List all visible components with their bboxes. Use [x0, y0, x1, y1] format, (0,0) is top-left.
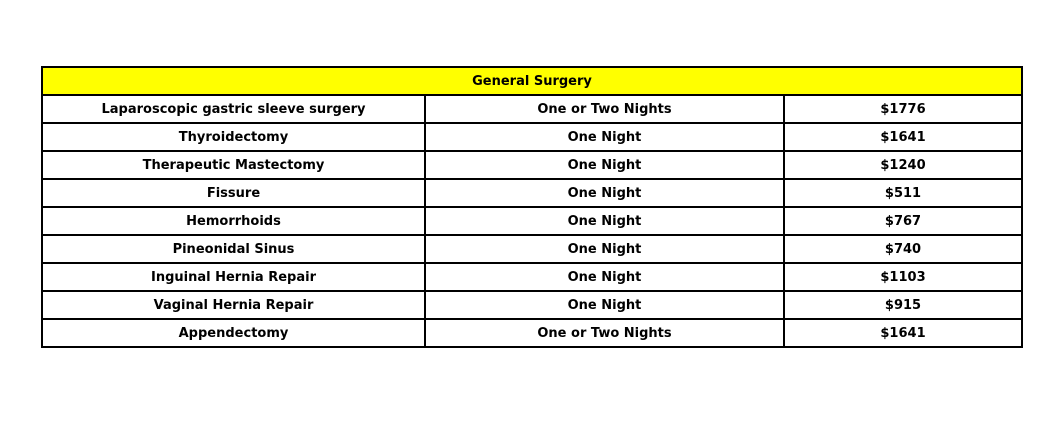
price-cell: $915: [784, 291, 1022, 319]
stay-duration-cell: One Night: [425, 123, 784, 151]
table-body: [42, 95, 1022, 347]
procedure-cell: Therapeutic Mastectomy: [42, 151, 425, 179]
table-row: [42, 235, 1022, 263]
stay-duration-cell: One or Two Nights: [425, 319, 784, 347]
stay-duration-cell: One Night: [425, 207, 784, 235]
price-cell: $767: [784, 207, 1022, 235]
procedure-cell: Inguinal Hernia Repair: [42, 263, 425, 291]
procedure-cell: Hemorrhoids: [42, 207, 425, 235]
stay-duration-cell: One Night: [425, 263, 784, 291]
surgery-price-table-container: [41, 66, 1021, 348]
procedure-cell: Laparoscopic gastric sleeve surgery: [42, 95, 425, 123]
price-cell: $1641: [784, 319, 1022, 347]
procedure-cell: Thyroidectomy: [42, 123, 425, 151]
price-cell: $511: [784, 179, 1022, 207]
stay-duration-cell: One Night: [425, 179, 784, 207]
stay-duration-cell: One or Two Nights: [425, 95, 784, 123]
table-row: [42, 151, 1022, 179]
price-cell: $1103: [784, 263, 1022, 291]
table-row: [42, 207, 1022, 235]
procedure-cell: Pineonidal Sinus: [42, 235, 425, 263]
table-row: [42, 95, 1022, 123]
procedure-cell: Vaginal Hernia Repair: [42, 291, 425, 319]
table-header-row: [42, 67, 1022, 95]
stay-duration-cell: One Night: [425, 235, 784, 263]
table-row: [42, 319, 1022, 347]
price-cell: $1240: [784, 151, 1022, 179]
procedure-cell: Fissure: [42, 179, 425, 207]
surgery-price-table: [41, 66, 1023, 348]
table-row: [42, 291, 1022, 319]
procedure-cell: Appendectomy: [42, 319, 425, 347]
table-title: General Surgery: [42, 67, 1022, 95]
price-cell: $1776: [784, 95, 1022, 123]
stay-duration-cell: One Night: [425, 151, 784, 179]
table-row: [42, 179, 1022, 207]
table-row: [42, 123, 1022, 151]
table-row: [42, 263, 1022, 291]
price-cell: $740: [784, 235, 1022, 263]
price-cell: $1641: [784, 123, 1022, 151]
stay-duration-cell: One Night: [425, 291, 784, 319]
